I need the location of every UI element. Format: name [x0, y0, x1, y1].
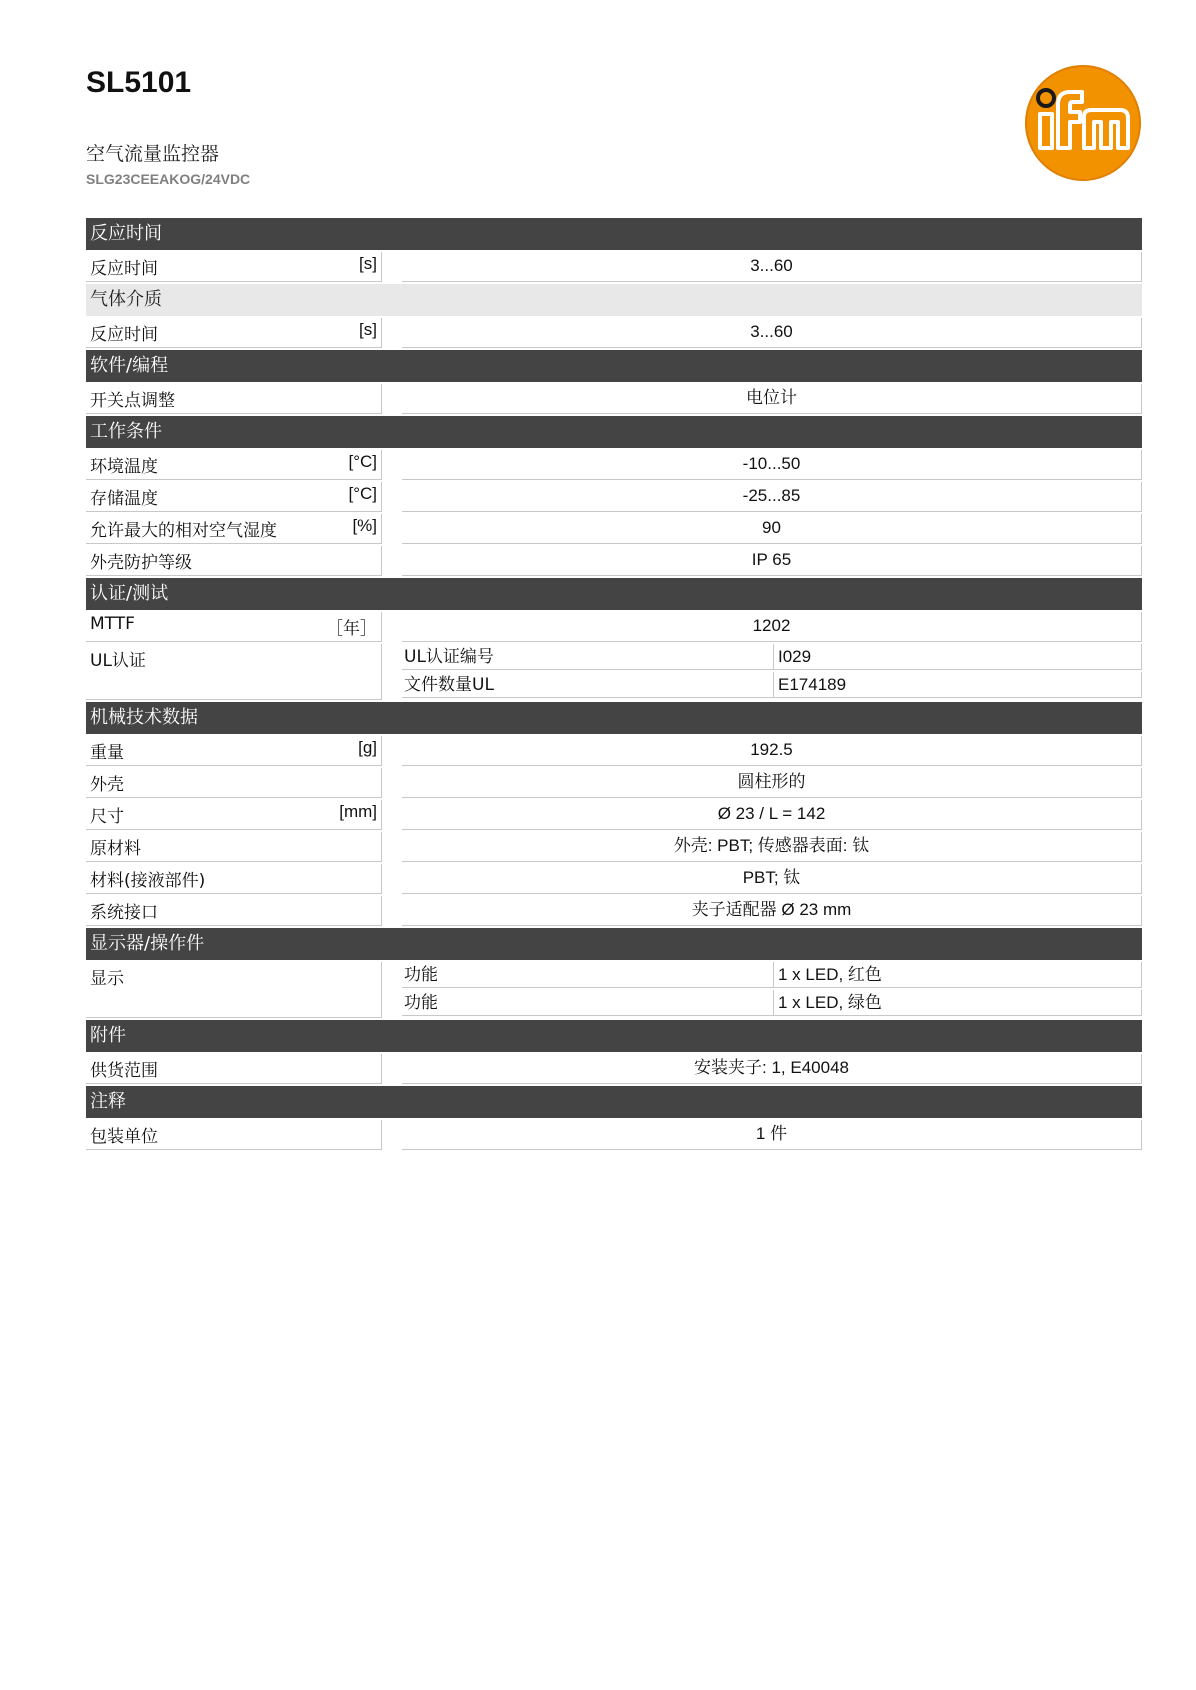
spec-label: UL认证 [90, 651, 146, 671]
spec-row-multi [86, 644, 1142, 700]
spec-unit: [°C] [348, 484, 377, 503]
spec-subrow [402, 672, 1142, 698]
spec-row [86, 318, 1142, 348]
spec-row [86, 1054, 1142, 1084]
spec-value: 圆柱形的 [402, 768, 1142, 798]
spec-unit: [%] [352, 516, 377, 535]
spec-value: 1 件 [402, 1120, 1142, 1150]
spec-label: 反应时间 [90, 325, 158, 345]
spec-row [86, 546, 1142, 576]
spec-subkey: 功能 [402, 990, 774, 1016]
section-header-notes: 注释 [86, 1086, 1142, 1118]
section-header-certification: 认证/测试 [86, 578, 1142, 610]
section-header-software: 软件/编程 [86, 350, 1142, 382]
spec-value: 3...60 [402, 318, 1142, 348]
spec-unit: [mm] [339, 802, 377, 821]
spec-value: Ø 23 / L = 142 [402, 800, 1142, 830]
spec-label: 显示 [90, 969, 124, 989]
spec-row [86, 450, 1142, 480]
spec-value: -25...85 [402, 482, 1142, 512]
spec-label: 外壳防护等级 [90, 553, 192, 573]
spec-value: 夹子适配器 Ø 23 mm [402, 896, 1142, 926]
spec-value: 192.5 [402, 736, 1142, 766]
spec-row [86, 514, 1142, 544]
spec-row [86, 384, 1142, 414]
spec-row [86, 768, 1142, 798]
spec-row [86, 800, 1142, 830]
product-code: SLG23CEEAKOG/24VDC [86, 171, 251, 187]
spec-value: 安装夹子: 1, E40048 [402, 1054, 1142, 1084]
spec-label: 包装单位 [90, 1127, 158, 1147]
spec-value: -10...50 [402, 450, 1142, 480]
section-header-accessories: 附件 [86, 1020, 1142, 1052]
spec-value: 外壳: PBT; 传感器表面: 钛 [402, 832, 1142, 862]
section-header-display: 显示器/操作件 [86, 928, 1142, 960]
spec-label: 原材料 [90, 839, 141, 859]
spec-row-multi [86, 962, 1142, 1018]
spec-unit: [°C] [348, 452, 377, 471]
spec-row [86, 612, 1142, 642]
spec-unit: ［年］ [326, 619, 377, 638]
spec-row [86, 1120, 1142, 1150]
spec-label: 外壳 [90, 775, 124, 795]
spec-label: 供货范围 [90, 1061, 158, 1081]
spec-row [86, 252, 1142, 282]
spec-label: 环境温度 [90, 457, 158, 477]
section-header-response-time: 反应时间 [86, 218, 1142, 250]
spec-value: PBT; 钛 [402, 864, 1142, 894]
spec-subrow [402, 962, 1142, 988]
spec-row [86, 896, 1142, 926]
spec-subkey: 功能 [402, 962, 774, 988]
spec-value: 90 [402, 514, 1142, 544]
spec-row [86, 736, 1142, 766]
spec-label: MTTF [90, 614, 135, 634]
spec-label: 系统接口 [90, 903, 158, 923]
section-header-gas-medium: 气体介质 [86, 284, 1142, 316]
spec-value: IP 65 [402, 546, 1142, 576]
spec-value: 电位计 [402, 384, 1142, 414]
spec-subvalue: I029 [774, 644, 1142, 670]
spec-row [86, 864, 1142, 894]
spec-subvalue: 1 x LED, 绿色 [774, 990, 1142, 1016]
spec-label: 尺寸 [90, 807, 124, 827]
product-subtitle: 空气流量监控器 [86, 143, 220, 165]
spec-row [86, 832, 1142, 862]
spec-unit: [s] [359, 320, 377, 339]
spec-label: 允许最大的相对空气湿度 [90, 521, 277, 541]
spec-subkey: UL认证编号 [402, 644, 774, 670]
section-header-mechanical-data: 机械技术数据 [86, 702, 1142, 734]
spec-row [86, 482, 1142, 512]
spec-unit: [g] [358, 738, 377, 757]
spec-table [86, 218, 1142, 1152]
spec-subrow [402, 990, 1142, 1016]
spec-label: 反应时间 [90, 259, 158, 279]
spec-label: 开关点调整 [90, 391, 175, 411]
spec-label: 存储温度 [90, 489, 158, 509]
spec-subvalue: E174189 [774, 672, 1142, 698]
spec-value: 3...60 [402, 252, 1142, 282]
spec-value: 1202 [402, 612, 1142, 642]
ifm-logo [1024, 64, 1142, 182]
section-header-operating-conditions: 工作条件 [86, 416, 1142, 448]
spec-label: 材料(接液部件) [90, 871, 206, 891]
spec-subvalue: 1 x LED, 红色 [774, 962, 1142, 988]
spec-unit: [s] [359, 254, 377, 273]
spec-label: 重量 [90, 743, 124, 763]
spec-subkey: 文件数量UL [402, 672, 774, 698]
product-title: SL5101 [86, 66, 192, 99]
spec-subrow [402, 644, 1142, 670]
